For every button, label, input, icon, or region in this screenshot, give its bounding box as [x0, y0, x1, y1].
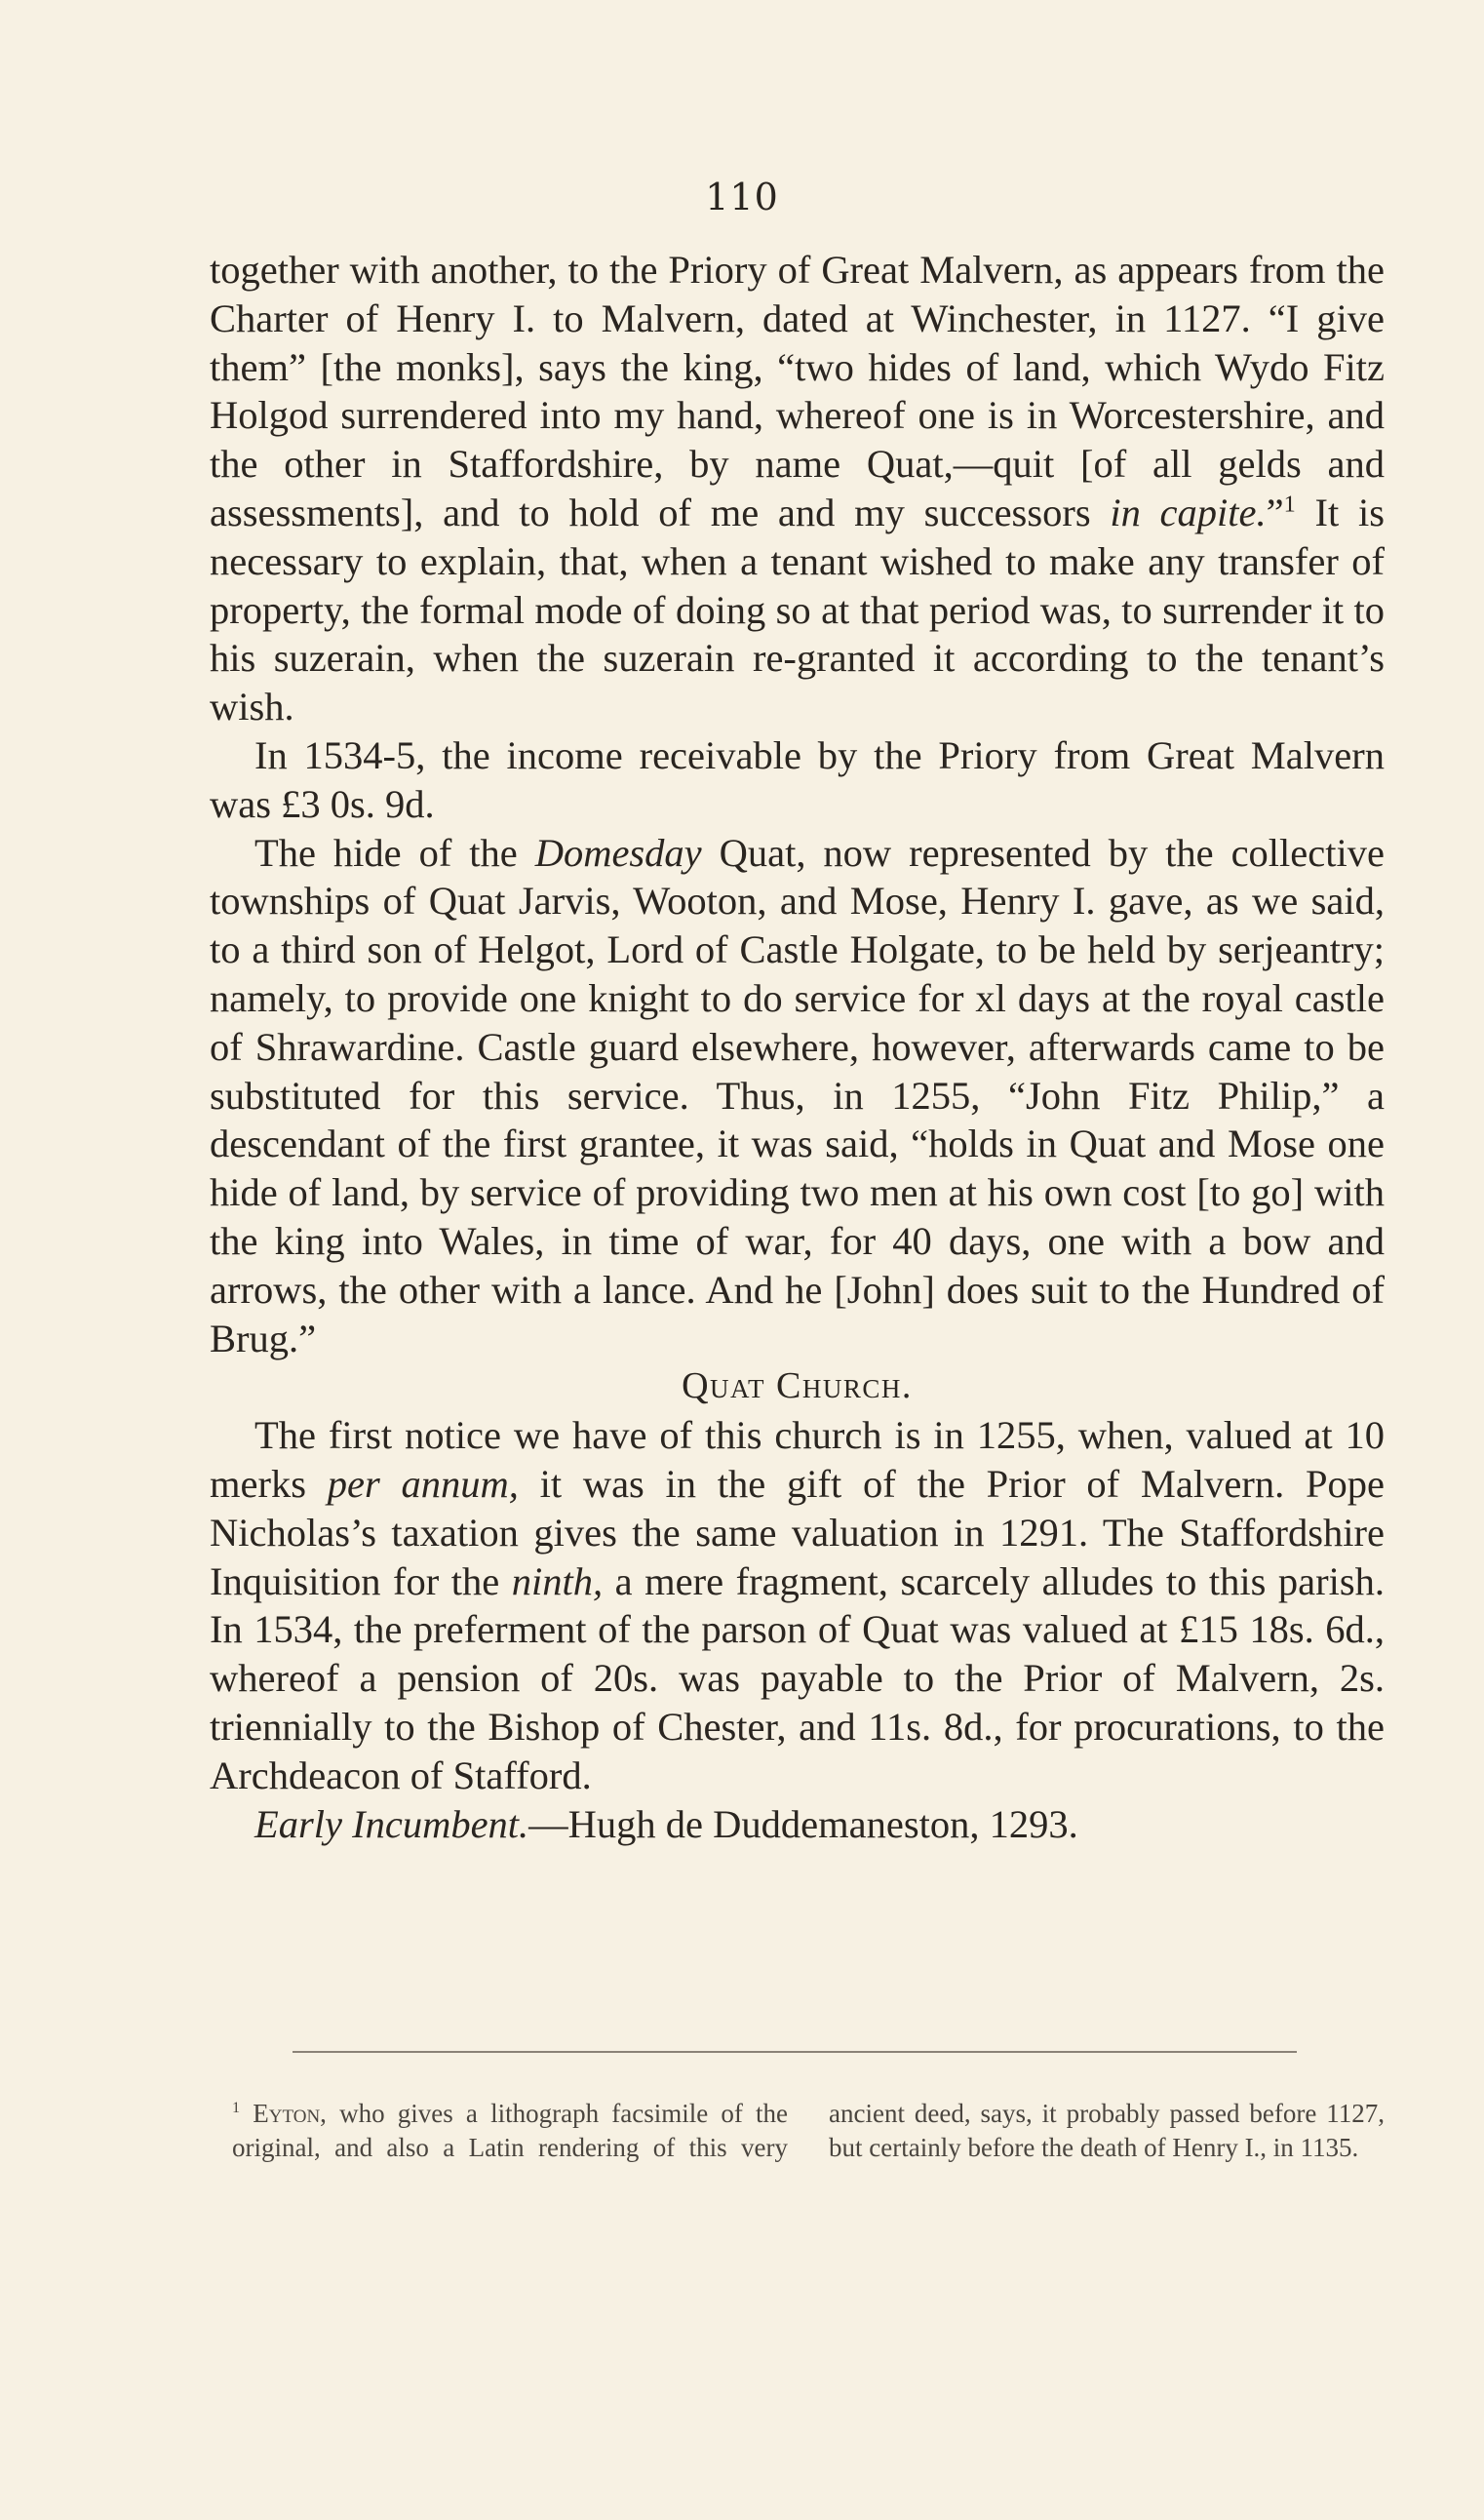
footnotes [232, 2097, 1385, 2165]
paragraph-4 [210, 1411, 1385, 1799]
footnote-author: Eyton, [253, 2099, 327, 2128]
p3-text-1: The hide of the [254, 830, 535, 875]
footnote-text: who gives a lithograph facsimile of the original, and also a Latin rendering of this very ancient deed, says, it probably passed before 1127, but certainly before the death of Henry I., in 1135. [232, 2099, 1385, 2162]
p3-text-2: Quat, now represented by the collective townships of Quat Jarvis, Wooton, and Mose, Henry I. gave, as we said, to a third son of Helgot, Lord of Castle Holgate, to be held by serjeantry; namely, to provide one knight to do service for xl days at the royal castle of Shrawardine. Castle guard elsewhere, however, afterwards came to be substituted for this service. Thus, in 1255, “John Fitz Philip,” a descendant of the first grantee, it was said, “holds in Quat and Mose one hide of land, by service of providing two men at his own cost [to go] with the king into Wales, in time of war, for 40 days, one with a bow and arrows, the other with a lance. And he [John] does suit to the Hundred of Brug.” [210, 830, 1385, 1360]
section-heading: Quat Church. [682, 1365, 913, 1407]
p3-italic: Domesday [534, 830, 702, 875]
paragraph-5 [210, 1800, 1385, 1849]
p4-text-2: it was in the gift of the Prior of Malvern. Pope Nicholas’s taxation gives the same valuation in 1291. The Staffordshire Inquisition for the [210, 1461, 1385, 1603]
paragraph-1 [210, 246, 1385, 731]
paragraph-3 [210, 829, 1385, 1363]
paragraph-2: In 1534-5, the income receivable by the Priory from Great Malvern was £3 0s. 9d. [210, 732, 1385, 826]
p1-close-quote: ” [1266, 490, 1284, 534]
footnote-rule [293, 2051, 1297, 2053]
p1-text-2: It is necessary to explain, that, when a tenant wished to make any transfer of property, the formal mode of doing so at that period was, to surrender it to his suzerain, when the suzerain re-granted it according to the tenant’s wish. [210, 490, 1385, 729]
main-text [210, 246, 1385, 1848]
p5-text: —Hugh de Duddemaneston, 1293. [528, 1801, 1078, 1846]
p4-text-3: a mere fragment, scarcely alludes to this parish. In 1534, the preferment of the parson of Quat was valued at £15 18s. 6d., whereof a pension of 20s. was payable to the Prior of Malvern, 2s. triennially to the Bishop of Chester, and 11s. 8d., for procurations, to the Archdeacon of Stafford. [210, 1558, 1385, 1797]
page-number: 110 [705, 176, 779, 218]
p1-text-1: together with another, to the Priory of Great Malvern, as appears from the Charter of Henry I. to Malvern, dated at Winchester, in 1127. “I give them” [the monks], says the king, “two hides of land, which Wydo Fitz Holgod surrendered into my hand, whereof one is in Worcestershire, and the other in Staffordshire, by name Quat,—quit [of all gelds and assessments], and to hold of me and my successors [210, 248, 1385, 534]
footnote-reference[interactable]: 1 [1283, 491, 1296, 518]
p4-italic-2: ninth, [511, 1558, 604, 1603]
p4-text-1: The first notice we have of this church is in 1255, when, valued at 10 merks [210, 1413, 1385, 1506]
p4-italic-1: per annum, [327, 1461, 519, 1506]
footnote-1 [232, 2097, 1385, 2165]
p5-italic: Early Incumbent. [254, 1801, 529, 1846]
footnote-marker: 1 [232, 2099, 241, 2116]
p1-italic: in capite. [1110, 490, 1267, 534]
